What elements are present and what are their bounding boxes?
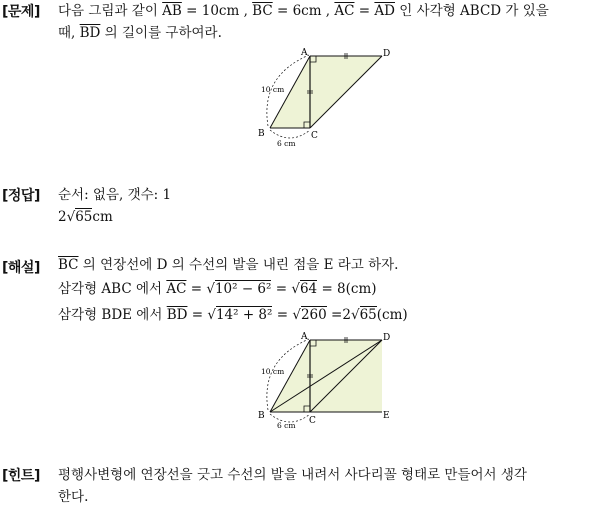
result-text: = 8(cm) xyxy=(317,281,377,297)
problem-line-2 xyxy=(58,24,222,42)
label-c: C xyxy=(309,416,316,426)
hint-line-2: 한다. xyxy=(58,489,89,505)
explanation-text: 삼각형 ABC 에서 xyxy=(58,281,167,297)
explanation-line-2 xyxy=(58,280,377,298)
problem-text-end: 의 길이를 구하여라. xyxy=(100,25,222,41)
label-b: B xyxy=(258,411,265,421)
problem-text-end: 인 사각형 ABCD 가 있을 xyxy=(394,3,549,19)
explanation-text: 의 연장선에 D 의 수선의 발을 내린 점을 E 라고 하자. xyxy=(78,257,399,273)
hint-tag: [힌트] xyxy=(2,468,40,484)
label-e: E xyxy=(383,411,390,421)
ab-value: = 10cm , xyxy=(181,3,253,19)
label-bc-length: 6 cm xyxy=(277,139,296,148)
label-a: A xyxy=(301,48,308,58)
explanation-line-1 xyxy=(58,256,398,274)
answer-unit: cm xyxy=(92,209,113,225)
label-ab-length: 10 cm xyxy=(261,85,285,94)
radicand-3: 65 xyxy=(359,307,377,323)
radical-sign: √ xyxy=(206,281,215,297)
label-c: C xyxy=(311,131,318,141)
explanation-text: 삼각형 BDE 에서 xyxy=(58,307,167,323)
radicand-2: 64 xyxy=(299,281,318,297)
radicand-2: 260 xyxy=(300,307,327,323)
figure-parallelogram xyxy=(255,46,395,150)
radical-sign: √ xyxy=(207,307,216,323)
bc-value: = 6cm , xyxy=(272,3,335,19)
answer-radicand: 65 xyxy=(75,209,93,225)
radicand-1: 14² + 8² xyxy=(215,307,273,323)
segment-bd: $\overline{BD}$ xyxy=(79,25,101,41)
segment-ac: $\overline{AC}$ xyxy=(334,3,355,19)
explanation-tag: [해설] xyxy=(2,260,40,276)
equals-coefficient: =2 xyxy=(326,307,351,323)
segment-ac: $\overline{AC}$ xyxy=(166,281,187,297)
radical-sign: √ xyxy=(291,281,300,297)
segment-bc: $\overline{BC}$ xyxy=(252,3,273,19)
label-b: B xyxy=(258,129,265,139)
radical-sign: √ xyxy=(292,307,301,323)
label-d: D xyxy=(383,49,391,59)
radical-sign: √ xyxy=(350,307,360,323)
parallelogram-fill xyxy=(270,56,382,128)
segment-ad: $\overline{AD}$ xyxy=(374,3,395,19)
segment-bc: $\overline{BC}$ xyxy=(58,257,79,273)
explanation-line-3 xyxy=(58,306,408,324)
segment-ab: $\overline{AB}$ xyxy=(162,3,182,19)
problem-line-1 xyxy=(58,2,549,20)
answer-line-1: 순서: 없음, 갯수: 1 xyxy=(58,187,172,203)
label-bc-length: 6 cm xyxy=(277,421,296,430)
result-text: (cm) xyxy=(376,307,408,323)
problem-text: 다음 그림과 같이 xyxy=(58,3,163,19)
label-a: A xyxy=(301,332,308,342)
radical-sign: √ xyxy=(66,209,76,225)
equals: = xyxy=(187,307,208,323)
label-d: D xyxy=(383,333,391,343)
answer-coefficient: 2 xyxy=(58,209,67,225)
answer-tag: [정답] xyxy=(2,188,40,204)
segment-bd: $\overline{BD}$ xyxy=(166,307,188,323)
problem-tag: [문제] xyxy=(2,4,40,20)
radicand-1: 10² − 6² xyxy=(214,281,272,297)
label-ab-length: 10 cm xyxy=(261,367,285,376)
equals: = xyxy=(186,281,207,297)
equals: = xyxy=(354,3,375,19)
equals: = xyxy=(271,281,292,297)
equals: = xyxy=(272,307,293,323)
hint-line-1: 평행사변형에 연장선을 긋고 수선의 발을 내려서 사다리꼴 형태로 만들어서 생각 xyxy=(58,467,527,483)
answer-line-2 xyxy=(58,208,113,226)
problem-text: 때, xyxy=(58,25,80,41)
figure-extended xyxy=(255,330,405,432)
